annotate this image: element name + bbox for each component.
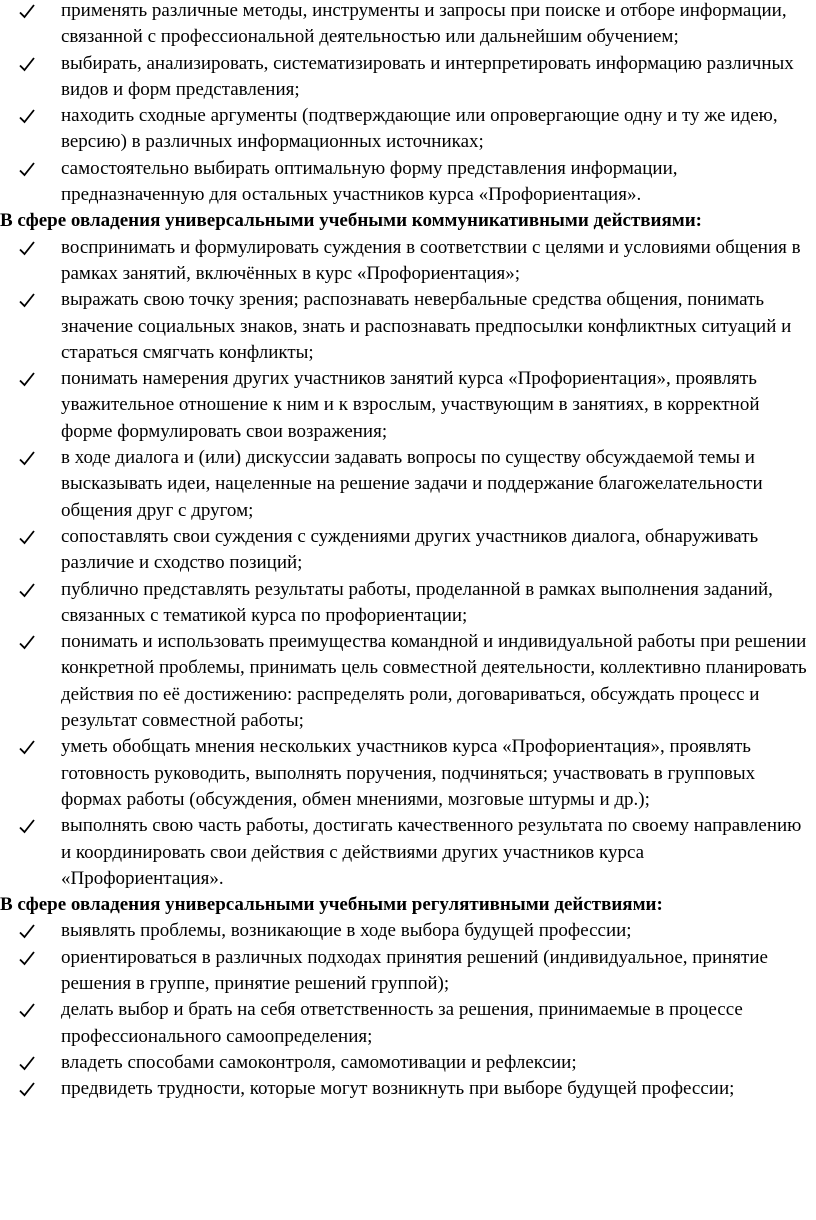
list-item-text: предвидеть трудности, которые могут возникнуть при выборе будущей профессии; bbox=[61, 1078, 735, 1100]
list-item bbox=[0, 103, 816, 156]
list-item bbox=[0, 366, 816, 445]
list-item bbox=[0, 577, 816, 630]
list-item bbox=[0, 734, 816, 813]
checkmark-icon bbox=[19, 366, 39, 392]
checkmark-icon bbox=[19, 813, 39, 839]
checkmark-icon bbox=[19, 445, 39, 471]
list-item-text: понимать и использовать преимущества командной и индивидуальной работы при решении конкретной проблемы, принимать цель совместной деятельности, коллективно планировать действия по её достижению: распределять роли, договариваться, обсуждать процесс и результат совместной работы; bbox=[61, 631, 807, 732]
list-item bbox=[0, 51, 816, 104]
checkmark-icon bbox=[19, 918, 39, 944]
checkmark-icon bbox=[19, 51, 39, 77]
list-item-text: ориентироваться в различных подходах принятия решений (индивидуальное, принятие решения в группе, принятие решений группой); bbox=[61, 946, 768, 994]
checkmark-icon bbox=[19, 103, 39, 129]
checkmark-icon bbox=[19, 287, 39, 313]
checkmark-icon bbox=[19, 945, 39, 971]
regulatory-actions-list bbox=[0, 918, 816, 1102]
checkmark-icon bbox=[19, 997, 39, 1023]
list-item bbox=[0, 235, 816, 288]
info-actions-list bbox=[0, 0, 816, 208]
checkmark-icon bbox=[19, 629, 39, 655]
list-item bbox=[0, 813, 816, 892]
checkmark-icon bbox=[19, 156, 39, 182]
list-item bbox=[0, 997, 816, 1050]
checkmark-icon bbox=[19, 1050, 39, 1076]
checkmark-icon bbox=[19, 577, 39, 603]
checkmark-icon bbox=[19, 0, 39, 24]
list-item bbox=[0, 524, 816, 577]
checkmark-icon bbox=[19, 1076, 39, 1102]
list-item-text: находить сходные аргументы (подтверждающие или опровергающие одну и ту же идею, версию) в различных информационных источниках; bbox=[61, 105, 778, 153]
list-item bbox=[0, 1050, 816, 1076]
list-item-text: понимать намерения других участников занятий курса «Профориентация», проявлять уважительное отношение к ним и к взрослым, участвующим в занятиях, в корректной форме формулировать свои возражения; bbox=[61, 368, 760, 442]
list-item bbox=[0, 445, 816, 524]
list-item bbox=[0, 918, 816, 944]
list-item-text: выражать свою точку зрения; распознавать невербальные средства общения, понимать значение социальных знаков, знать и распознавать предпосылки конфликтных ситуаций и стараться смягчать конфликты; bbox=[61, 289, 792, 363]
checkmark-icon bbox=[19, 235, 39, 261]
list-item bbox=[0, 945, 816, 998]
list-item-text: в ходе диалога и (или) дискуссии задавать вопросы по существу обсуждаемой темы и высказывать идеи, нацеленные на решение задачи и поддержание благожелательности общения друг с другом; bbox=[61, 447, 763, 521]
section-heading-communicative: В сфере овладения универсальными учебными коммуникативными действиями: bbox=[0, 210, 702, 232]
section-heading-regulatory: В сфере овладения универсальными учебными регулятивными действиями: bbox=[0, 894, 663, 916]
communicative-actions-list bbox=[0, 235, 816, 892]
checkmark-icon bbox=[19, 524, 39, 550]
list-item-text: применять различные методы, инструменты и запросы при поиске и отборе информации, связанной с профессиональной деятельностью или дальнейшим обучением; bbox=[61, 0, 787, 48]
list-item-text: сопоставлять свои суждения с суждениями других участников диалога, обнаруживать различие и сходство позиций; bbox=[61, 525, 759, 574]
list-item bbox=[0, 629, 816, 734]
list-item bbox=[0, 287, 816, 366]
list-item-text: воспринимать и формулировать суждения в соответствии с целями и условиями общения в рамках занятий, включённых в курс «Профориентация»; bbox=[61, 236, 801, 284]
list-item-text: публично представлять результаты работы, проделанной в рамках выполнения заданий, связанных с тематикой курса по профориентации; bbox=[61, 578, 773, 626]
list-item-text: выполнять свою часть работы, достигать качественного результата по своему направлению и координировать свои действия с действиями других участников курса «Профориентация». bbox=[61, 815, 802, 889]
list-item bbox=[0, 156, 816, 209]
list-item bbox=[0, 0, 816, 51]
list-item-text: выбирать, анализировать, систематизировать и интерпретировать информацию различных видов и форм представления; bbox=[61, 52, 794, 100]
list-item-text: выявлять проблемы, возникающие в ходе выбора будущей профессии; bbox=[61, 920, 632, 942]
list-item-text: владеть способами самоконтроля, самомотивации и рефлексии; bbox=[61, 1051, 577, 1073]
list-item-text: самостоятельно выбирать оптимальную форму представления информации, предназначенную для остальных участников курса «Профориентация». bbox=[61, 157, 678, 206]
list-item-text: уметь обобщать мнения нескольких участников курса «Профориентация», проявлять готовность руководить, выполнять поручения, подчиняться; участвовать в групповых формах работы (обсуждения, обмен мнениями, мозговые штурмы и др.); bbox=[61, 736, 756, 810]
checkmark-icon bbox=[19, 734, 39, 760]
list-item bbox=[0, 1076, 816, 1102]
list-item-text: делать выбор и брать на себя ответственность за решения, принимаемые в процессе профессионального самоопределения; bbox=[61, 999, 743, 1047]
